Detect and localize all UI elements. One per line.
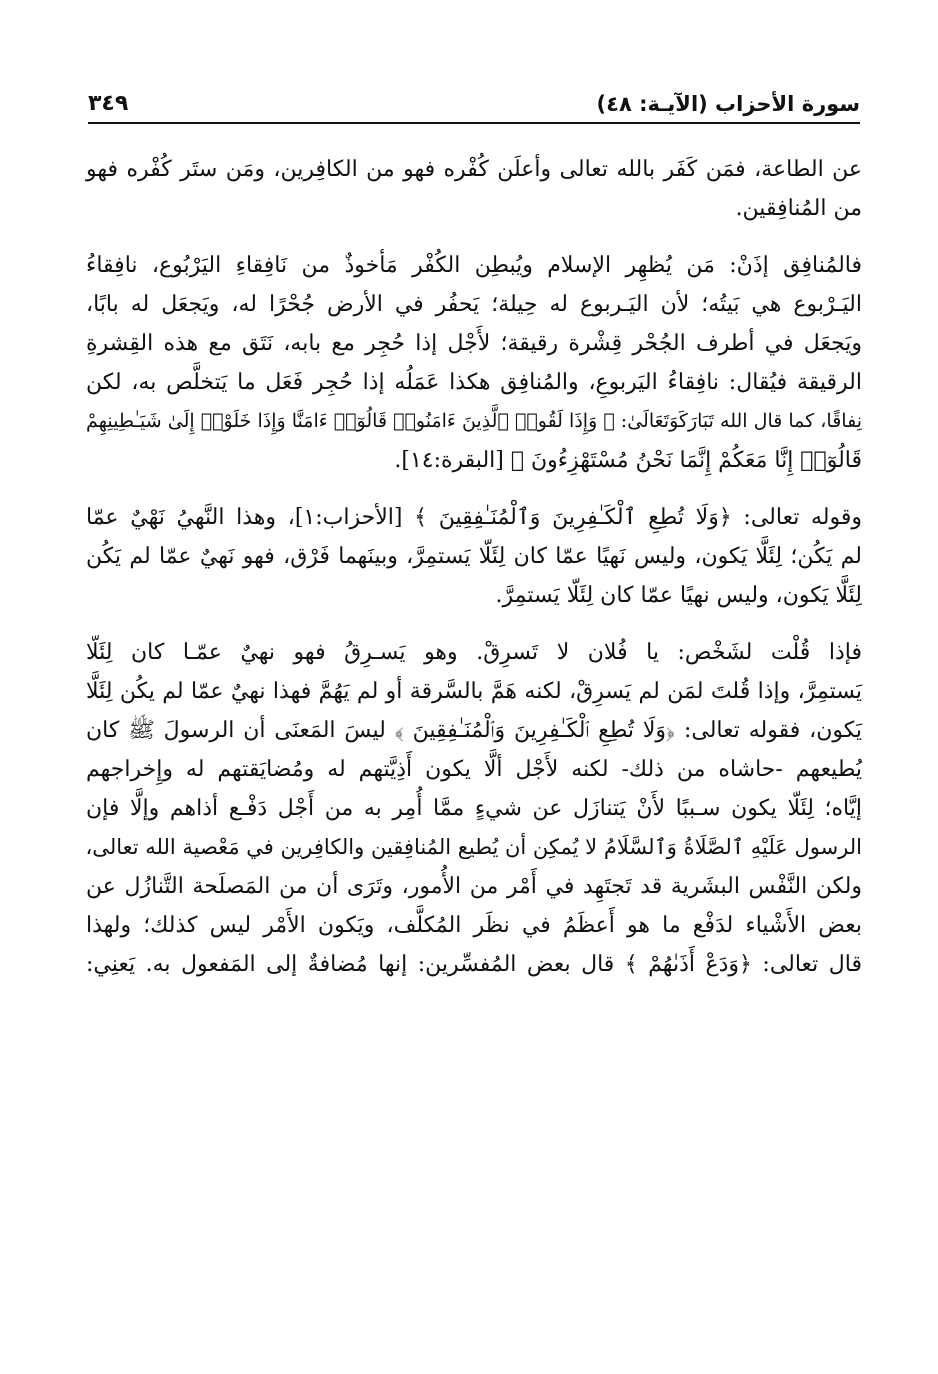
text-line: نِفاقًا، كما قال الله تَبَارَكَوَتَعَالَىٰ: ﴿ وَإِذَا لَقُوا۟ ٱلَّذِينَ ءَامَنُوا۟ قَالُوٓا۟ ءَامَنَّا وَإِذَا خَلَوْا۟ إِلَىٰ شَيَـٰطِينِهِمْ	[86, 410, 862, 432]
paragraph-3	[86, 498, 862, 615]
text-line: من المُنافِقين.	[735, 196, 862, 221]
text-line: يُطيعهم -حاشاه من ذلك- لكنه لأَجْل ألَّا يكون أَذِيَّتهم له ومُضايَقتهم له وإِخراجهم	[86, 757, 862, 782]
text-line: ويَجعَل في أطرف الجُحْر قِشْرة رقيقة؛ لأَجْل إذا حُجِر مع بابه، نَتَق مع هذه القِشرةِ	[86, 331, 862, 356]
text-line: فالمُنافِق إذَنْ: مَن يُظهِر الإسلام ويُبطِن الكُفْر مَأخوذٌ من نَافِقاءِ اليَرْبُوع، نافِقاءُ	[86, 253, 862, 278]
paragraph-1	[86, 150, 862, 228]
text-line: إيَّاه؛ لِئَلّا يكون سـببًا لأَنْ يَتنازَل عن شيءٍ ممَّا أُمِر به من أَجْل دَفْـع أذاهم وإلَّا فإن	[86, 796, 862, 821]
text-line: قَالُوٓا۟ إِنَّا مَعَكُمْ إِنَّمَا نَحْنُ مُسْتَهْزِءُونَ ﴾ [البقرة:١٤].	[394, 448, 862, 473]
text-line: لم يَكُن؛ لِئَلَّا يَكون، وليس نَهيًا عمّا كان لِئَلّا يَستمِرَّ، وبينَهما فَرْق، فهو نَهيٌ عمّا لم يَكُن	[86, 544, 862, 569]
text-line: ولكن النَّفْس البشَرية قد تَجتَهِد في أَمْر من الأُمور، وتَرَى أن من المَصلَحة التَّنازُل عن	[86, 874, 862, 899]
paragraph-2	[86, 246, 862, 480]
surah-title: سورة الأحزاب (الآيـة: ٤٨)	[596, 92, 860, 116]
text-line: لِئَلَّا يَكون، وليس نهيًا عمّا كان لِئَلّا يَستمِرَّ.	[495, 583, 862, 608]
text-line: عن الطاعة، فمَن كَفَر بالله تعالى وأعلَن كُفْره فهو من الكافِرين، ومَن ستَر كُفْره فهو	[86, 157, 862, 182]
text-line: قال تعالى: ﴿وَدَعْ أَذَىٰهُمْ ﴾ قال بعض المُفسِّرين: إنها مُضافةٌ إلى المَفعول به. يَعنِي:	[86, 952, 862, 977]
text-line: يَكون، فقوله تعالى: ﴿وَلَا تُطِعِ ٱلْكَـٰفِرِينَ وَٱلْمُنَـٰفِقِينَ ﴾ ليسَ المَعنَى أن الرسولَ ﷺ كان	[86, 718, 862, 743]
text-line: الرسول عَلَيْهِ ٱلصَّلَاةُ وَٱلسَّلَامُ لا يُمكِن أن يُطيع المُنافِقين والكافِرين في مَعْصية الله تعالى،	[85, 835, 862, 859]
text-line: بعض الأَشْياء لدَفْع ما هو أَعظَمُ في نظَر المُكلَّف، ويَكون الأَمْر ليس كذلك؛ ولهذا	[86, 913, 862, 938]
text-line: اليَـرْبوع هي بَيتُه؛ لأن اليَـربوع له حِيلة؛ يَحفُر في الأرض جُحْرًا له، ويَجعَل له بابًا،	[86, 292, 862, 317]
body-text	[86, 150, 862, 1002]
page-number: ٣٤٩	[88, 91, 129, 116]
text-line: يَستمِرَّ، وإذا قُلتَ لمَن لم يَسرِقْ، لكنه هَمَّ بالسَّرقة أو لم يَهُمَّ فهذا نهيٌ عمّا لم يكُن لِئَلَّا	[86, 679, 862, 704]
text-line: فإذا قُلْت لشَخْص: يا فُلان لا تَسرِقْ. وهو يَسـرِقُ فهو نهيٌ عمّـا كان لِئَلّا	[86, 640, 862, 665]
text-line: الرقيقة فيُقال: نافِقاءُ اليَربوعِ، والمُنافِق هكذا عَمَلُه إذا حُجِر فَعَل ما يَتخلَّص به، لكن	[86, 370, 862, 395]
page-header	[88, 88, 860, 124]
paragraph-4	[86, 633, 862, 984]
text-line: وقوله تعالى: ﴿وَلَا تُطِعِ ٱلْكَـٰفِرِينَ وَٱلْمُنَـٰفِقِينَ ﴾ [الأحزاب:١]، وهذا النَّهيُ نَهْيٌ عمّا	[86, 505, 863, 530]
